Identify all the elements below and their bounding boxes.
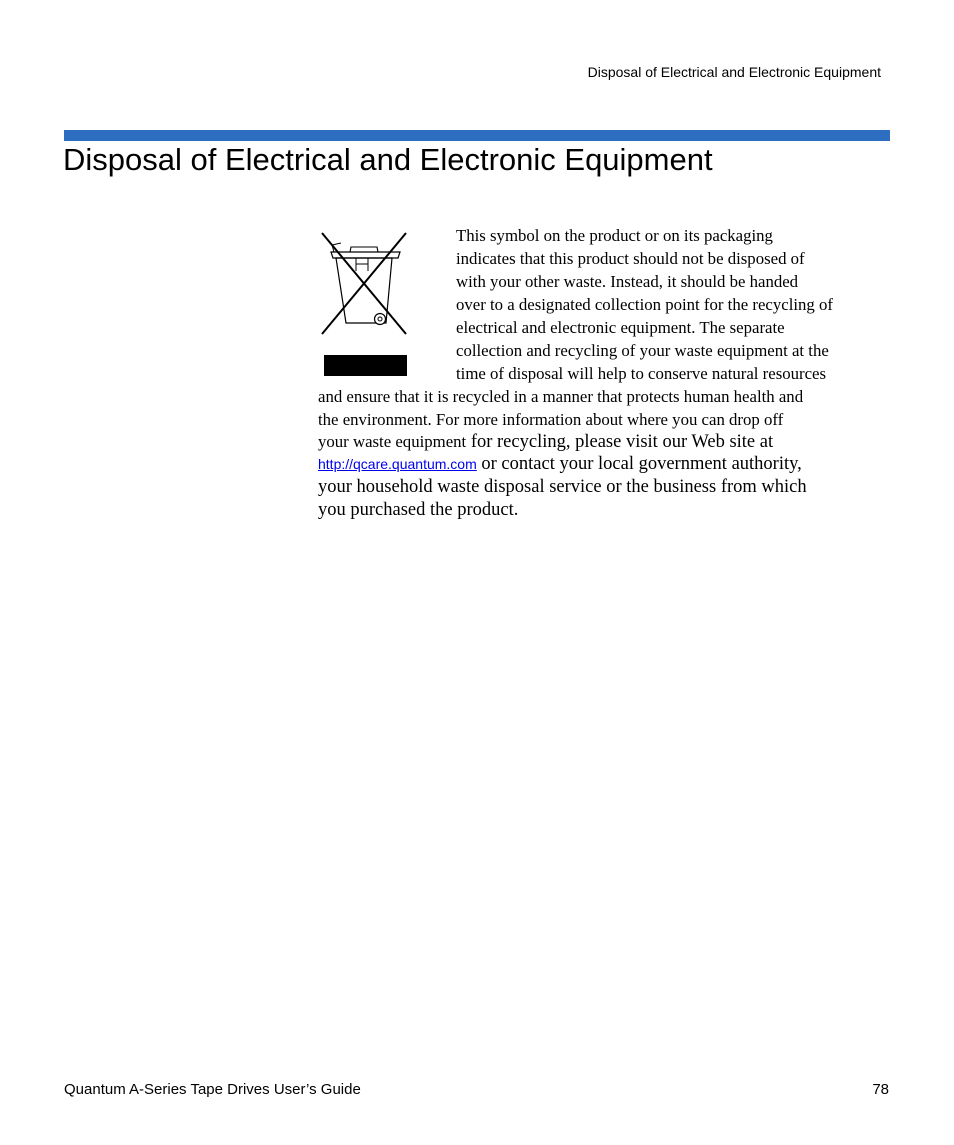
body-line: collection and recycling of your waste equipment at the	[456, 341, 829, 360]
body-line: over to a designated collection point for the recycling of	[456, 295, 833, 314]
body-line: you purchased the product.	[318, 500, 519, 520]
body-line	[318, 430, 773, 454]
page-number: 78	[872, 1081, 889, 1098]
body-line: This symbol on the product or on its packaging	[456, 226, 773, 245]
page-title: Disposal of Electrical and Electronic Equipment	[63, 142, 713, 177]
body-line: electrical and electronic equipment. The separate	[456, 318, 785, 337]
body-line: your household waste disposal service or the business from which	[318, 477, 807, 497]
qcare-link[interactable]: http://qcare.quantum.com	[318, 456, 477, 472]
body-line	[318, 453, 802, 476]
body-text-segment: your waste equipment	[318, 432, 467, 451]
body-text-segment: for recycling, please visit our Web site at	[466, 432, 774, 452]
body-line: time of disposal will help to conserve natural resources	[456, 364, 827, 383]
body-line: the environment. For more information about where you can drop off	[318, 410, 784, 429]
body-line: indicates that this product should not be disposed of	[456, 249, 805, 268]
body-text-segment: or contact your local government authority,	[476, 454, 802, 474]
crossed-out-wheelie-bin-icon	[320, 231, 408, 377]
body-line: and ensure that it is recycled in a manner that protects human health and	[318, 387, 804, 406]
footer-guide-title: Quantum A-Series Tape Drives User’s Guide	[64, 1081, 361, 1098]
running-header: Disposal of Electrical and Electronic Equipment	[587, 64, 881, 80]
body-line: with your other waste. Instead, it should be handed	[456, 272, 799, 291]
